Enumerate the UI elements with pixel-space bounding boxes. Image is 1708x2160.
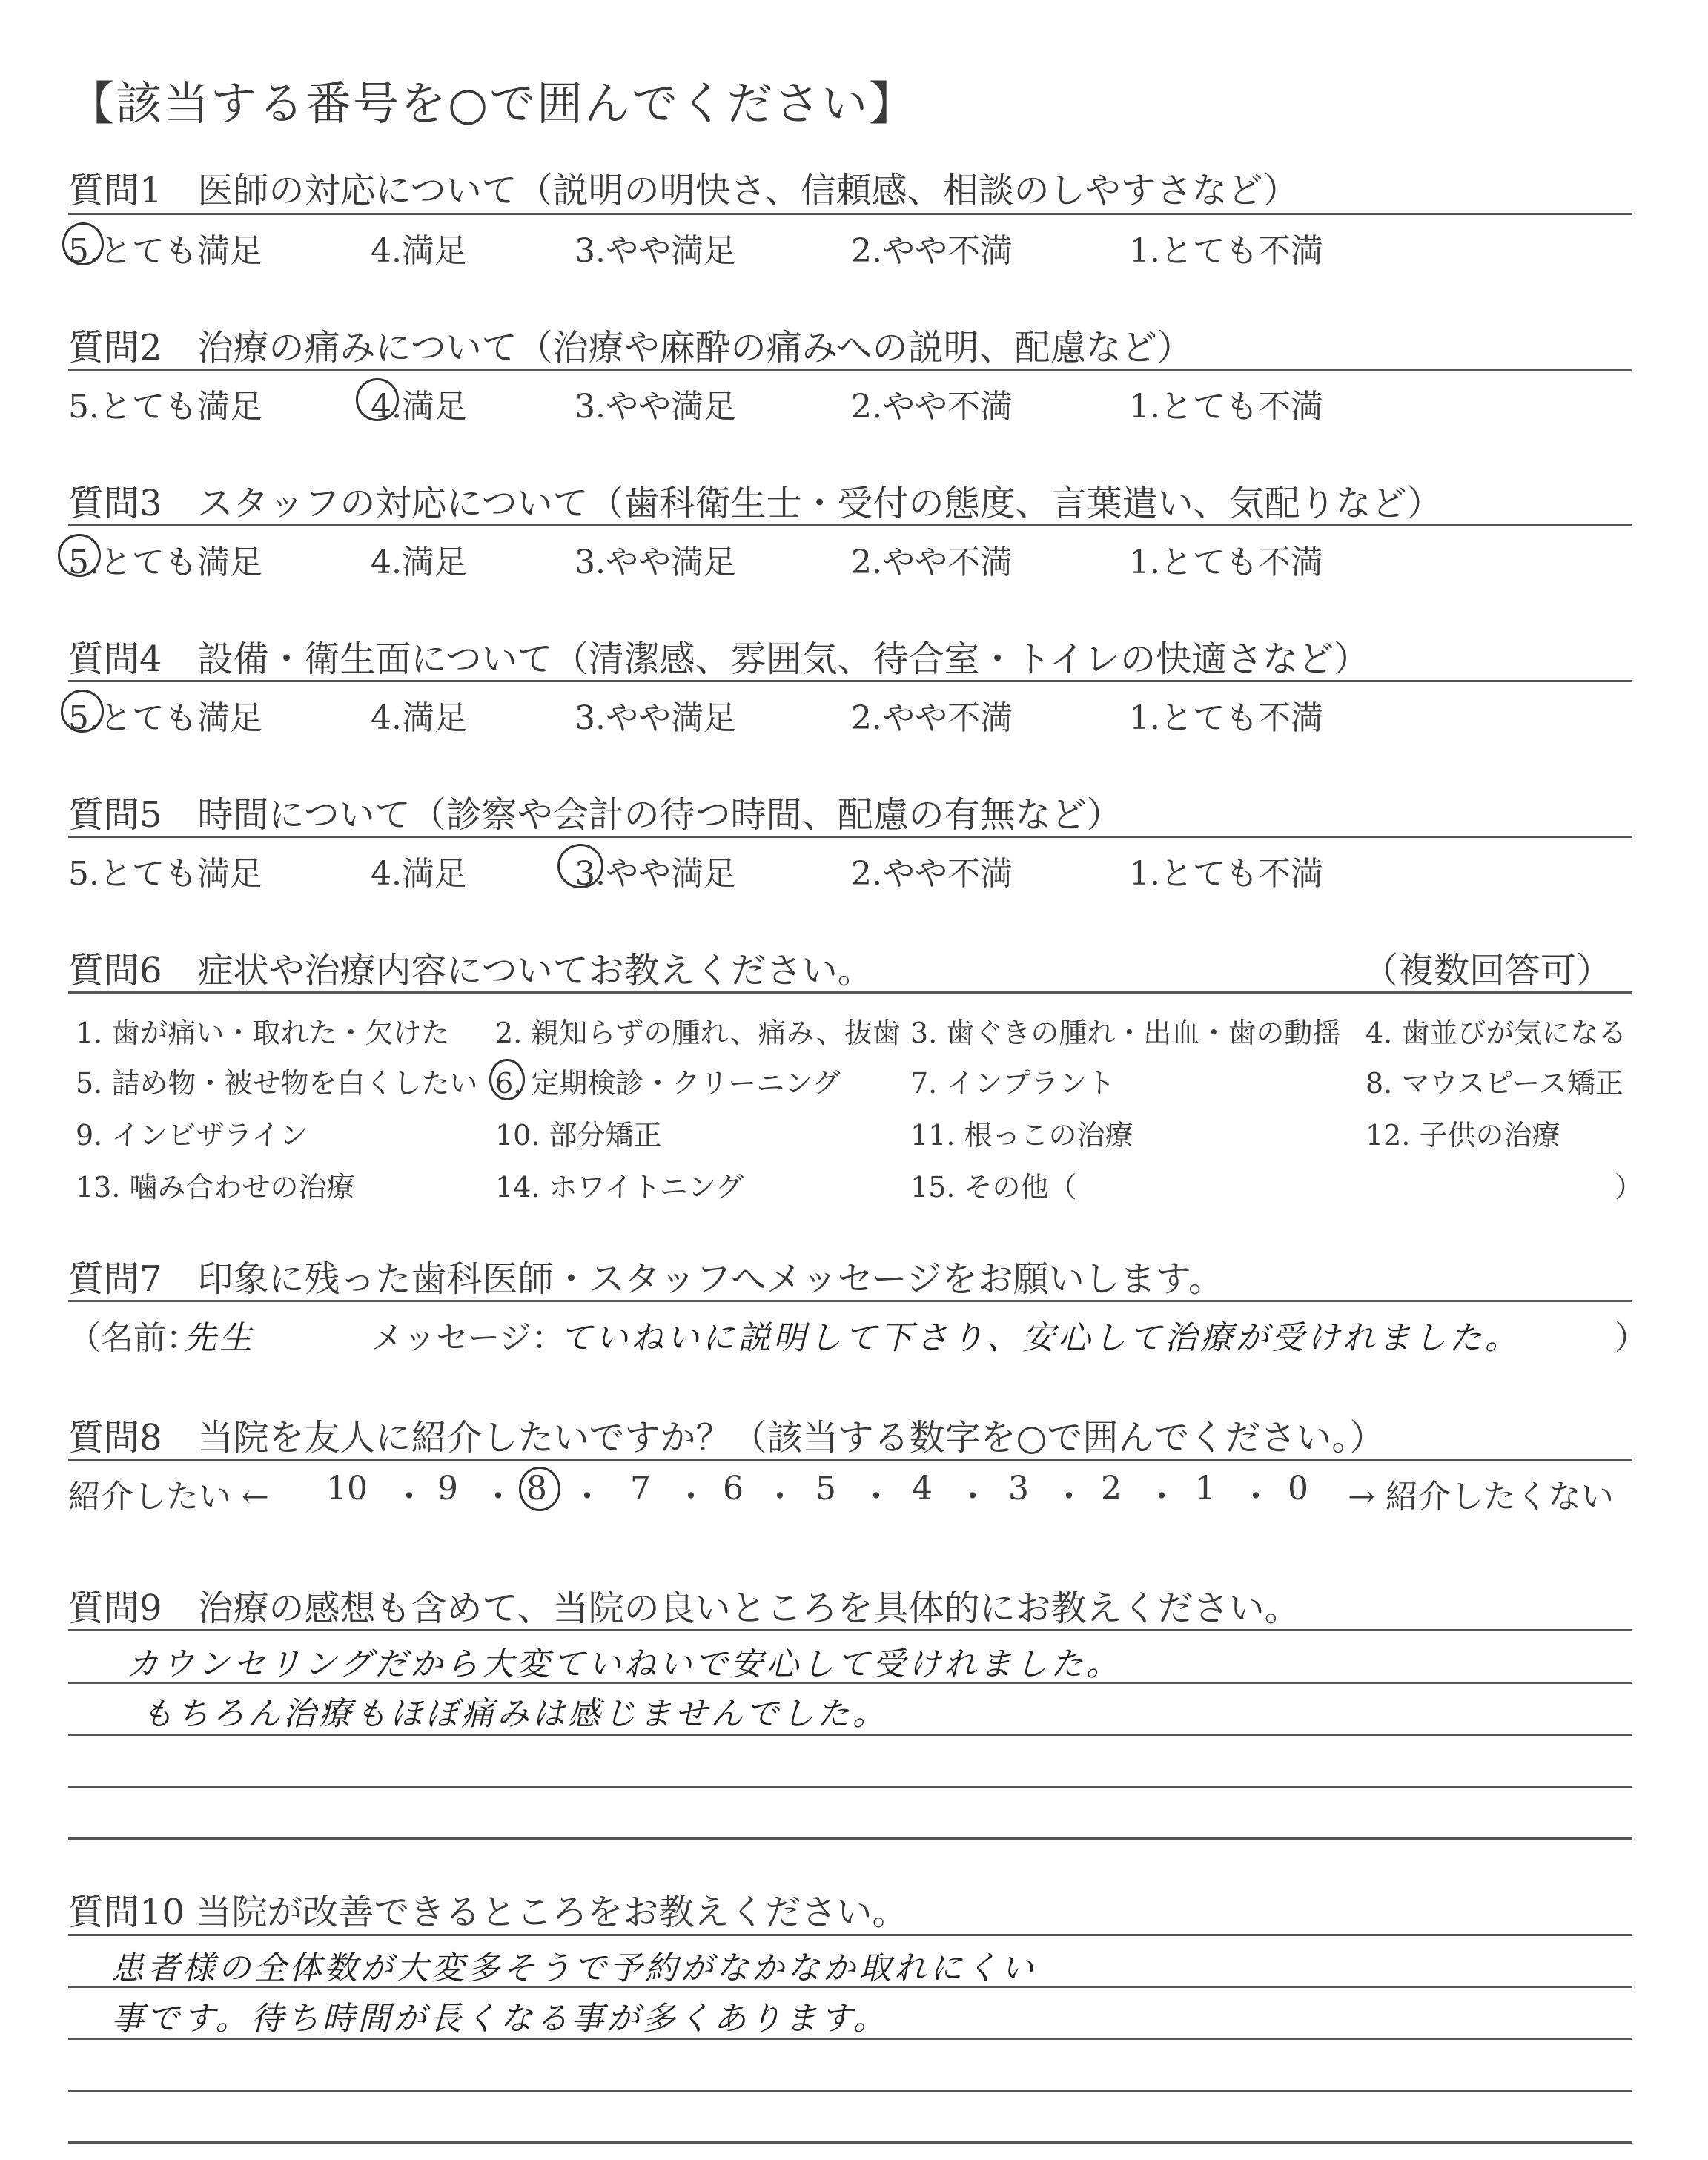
q8-sep: ・	[571, 1478, 603, 1516]
q8-value-9[interactable]: 9	[437, 1470, 458, 1507]
q4-selection-circle	[61, 690, 104, 733]
q6-option-15-close: ）	[1615, 1171, 1644, 1203]
q4-option-3[interactable]: 3.やや満足	[575, 699, 736, 737]
q8-sep: ・	[764, 1478, 796, 1516]
q2-option-1[interactable]: 1.とても不満	[1129, 388, 1323, 426]
q4-option-1[interactable]: 1.とても不満	[1129, 699, 1323, 737]
q8-value-7[interactable]: 7	[630, 1470, 651, 1507]
q10-rule-4	[68, 2090, 1632, 2092]
q6-option-8[interactable]: 8. マウスピース矯正	[1366, 1067, 1623, 1100]
question-7-title: 質問7 印象に残った歯科医師・スタッフへメッセージをお願いします。	[68, 1258, 1224, 1300]
q1-option-4[interactable]: 4.満足	[371, 232, 467, 270]
q7-name-value[interactable]: 先生	[184, 1319, 255, 1357]
q1-option-2[interactable]: 2.やや不満	[851, 232, 1013, 270]
q10-rule-5	[68, 2141, 1632, 2144]
q6-option-3[interactable]: 3. 歯ぐきの腫れ・出血・歯の動揺	[910, 1017, 1341, 1049]
question-3-rule	[68, 524, 1632, 526]
q9-rule-5	[68, 1837, 1632, 1840]
q8-value-6[interactable]: 6	[723, 1470, 744, 1507]
q8-sep: ・	[393, 1478, 426, 1516]
q2-option-3[interactable]: 3.やや満足	[575, 388, 736, 426]
q7-name-label: （名前：	[68, 1319, 199, 1357]
q6-option-14[interactable]: 14. ホワイトニング	[495, 1171, 744, 1203]
q8-selection-circle	[519, 1467, 560, 1511]
q5-selection-circle	[557, 844, 603, 888]
q4-option-2[interactable]: 2.やや不満	[851, 699, 1013, 737]
q2-option-5[interactable]: 5.とても満足	[68, 388, 262, 426]
question-8-rule	[68, 1459, 1632, 1461]
q5-option-2[interactable]: 2.やや不満	[851, 855, 1013, 893]
q10-answer-line-2[interactable]: 事です。待ち時間が長くなる事が多くあります。	[111, 2000, 889, 2038]
q8-value-3[interactable]: 3	[1008, 1470, 1029, 1507]
question-3-title: 質問3 スタッフの対応について（歯科衛生士・受付の態度、言葉遣い、気配りなど）	[68, 483, 1443, 524]
question-4-rule	[68, 680, 1632, 682]
q6-option-15[interactable]: 15. その他（	[910, 1171, 1077, 1203]
q3-option-3[interactable]: 3.やや満足	[575, 544, 736, 581]
q8-sep: ・	[1053, 1478, 1085, 1516]
q5-option-5[interactable]: 5.とても満足	[68, 855, 262, 893]
q6-option-13[interactable]: 13. 噛み合わせの治療	[76, 1171, 355, 1203]
q6-option-12[interactable]: 12. 子供の治療	[1366, 1119, 1560, 1152]
q3-option-1[interactable]: 1.とても不満	[1129, 544, 1323, 581]
q8-value-8[interactable]: 8	[526, 1470, 547, 1507]
q2-option-4[interactable]: 4.満足	[371, 388, 467, 426]
q4-option-4[interactable]: 4.満足	[371, 699, 467, 737]
q6-option-9[interactable]: 9. インビザライン	[76, 1119, 308, 1152]
q10-answer-line-1[interactable]: 患者様の全体数が大変多そうで予約がなかなか取れにくい	[111, 1949, 1036, 1987]
q8-sep: ・	[482, 1478, 514, 1516]
q8-sep: ・	[1239, 1478, 1272, 1516]
q9-answer-line-1[interactable]: カウンセリングだから大変ていねいで安心して受けれました。	[126, 1645, 1122, 1683]
q5-option-3[interactable]: 3.やや満足	[575, 855, 736, 893]
question-1-rule	[68, 213, 1632, 215]
q8-left-label: 紹介したい ←	[68, 1478, 269, 1516]
q8-right-label: → 紹介したくない	[1348, 1478, 1614, 1516]
q6-option-6[interactable]: 6. 定期検診・クリーニング	[495, 1067, 841, 1100]
q5-option-4[interactable]: 4.満足	[371, 855, 467, 893]
q1-selection-circle	[62, 222, 104, 265]
question-5-rule	[68, 836, 1632, 838]
q4-option-5[interactable]: 5.とても満足	[68, 699, 262, 737]
q6-option-7[interactable]: 7. インプラント	[910, 1067, 1116, 1100]
q8-value-10[interactable]: 10	[326, 1470, 368, 1507]
question-6-note: （複数回答可）	[1363, 950, 1612, 991]
q6-option-11[interactable]: 11. 根っこの治療	[910, 1119, 1133, 1152]
q6-option-2[interactable]: 2. 親知らずの腫れ、痛み、抜歯	[495, 1017, 901, 1049]
question-2-title: 質問2 治療の痛みについて（治療や麻酔の痛みへの説明、配慮など）	[68, 327, 1193, 369]
q2-option-2[interactable]: 2.やや不満	[851, 388, 1013, 426]
q7-message-label: メッセージ：	[371, 1319, 565, 1357]
question-7-rule	[68, 1300, 1632, 1302]
q2-selection-circle	[356, 378, 399, 421]
q7-close: ）	[1615, 1319, 1647, 1357]
q3-option-4[interactable]: 4.満足	[371, 544, 467, 581]
q8-sep: ・	[1145, 1478, 1178, 1516]
q9-rule-1	[68, 1629, 1632, 1631]
q1-option-1[interactable]: 1.とても不満	[1129, 232, 1323, 270]
question-8-title: 質問8 当院を友人に紹介したいですか？（該当する数字を○で囲んでください。）	[68, 1417, 1386, 1459]
question-9-title: 質問9 治療の感想も含めて、当院の良いところを具体的にお教えください。	[68, 1588, 1300, 1629]
q8-sep: ・	[956, 1478, 989, 1516]
q8-value-1[interactable]: 1	[1195, 1470, 1216, 1507]
question-6-title: 質問6 症状や治療内容についてお教えください。	[68, 950, 873, 991]
q6-selection-circle	[489, 1059, 525, 1100]
question-4-title: 質問4 設備・衛生面について（清潔感、雰囲気、待合室・トイレの快適さなど）	[68, 638, 1370, 680]
q10-rule-1	[68, 1934, 1632, 1936]
q8-value-5[interactable]: 5	[815, 1470, 836, 1507]
question-2-rule	[68, 369, 1632, 371]
q6-option-10[interactable]: 10. 部分矯正	[495, 1119, 662, 1152]
q1-option-5[interactable]: 5.とても満足	[68, 232, 262, 270]
q6-option-4[interactable]: 4. 歯並びが気になる	[1366, 1017, 1627, 1049]
q1-option-3[interactable]: 3.やや満足	[575, 232, 736, 270]
question-5-title: 質問5 時間について（診察や会計の待つ時間、配慮の有無など）	[68, 794, 1122, 836]
q5-option-1[interactable]: 1.とても不満	[1129, 855, 1323, 893]
q6-option-5[interactable]: 5. 詰め物・被せ物を白くしたい	[76, 1067, 478, 1100]
q3-option-5[interactable]: 5.とても満足	[68, 544, 262, 581]
q8-value-4[interactable]: 4	[912, 1470, 933, 1507]
q7-message-value[interactable]: ていねいに説明して下さり、安心して治療が受けれました。	[560, 1319, 1520, 1357]
q8-value-2[interactable]: 2	[1101, 1470, 1122, 1507]
q9-rule-4	[68, 1786, 1632, 1788]
form-title: 【該当する番号を○で囲んでください】	[68, 76, 917, 131]
q8-sep: ・	[675, 1478, 707, 1516]
q8-value-0[interactable]: 0	[1288, 1470, 1308, 1507]
question-1-title: 質問1 医師の対応について（説明の明快さ、信頼感、相談のしやすさなど）	[68, 170, 1299, 211]
q3-option-2[interactable]: 2.やや不満	[851, 544, 1013, 581]
question-10-title: 質問10 当院が改善できるところをお教えください。	[68, 1892, 908, 1933]
q9-answer-line-2[interactable]: もちろん治療もほぼ痛みは感じませんでした。	[141, 1695, 888, 1733]
q3-selection-circle	[58, 534, 101, 577]
q6-option-1[interactable]: 1. 歯が痛い・取れた・欠けた	[76, 1017, 450, 1049]
question-6-rule	[68, 991, 1632, 994]
q8-sep: ・	[860, 1478, 893, 1516]
